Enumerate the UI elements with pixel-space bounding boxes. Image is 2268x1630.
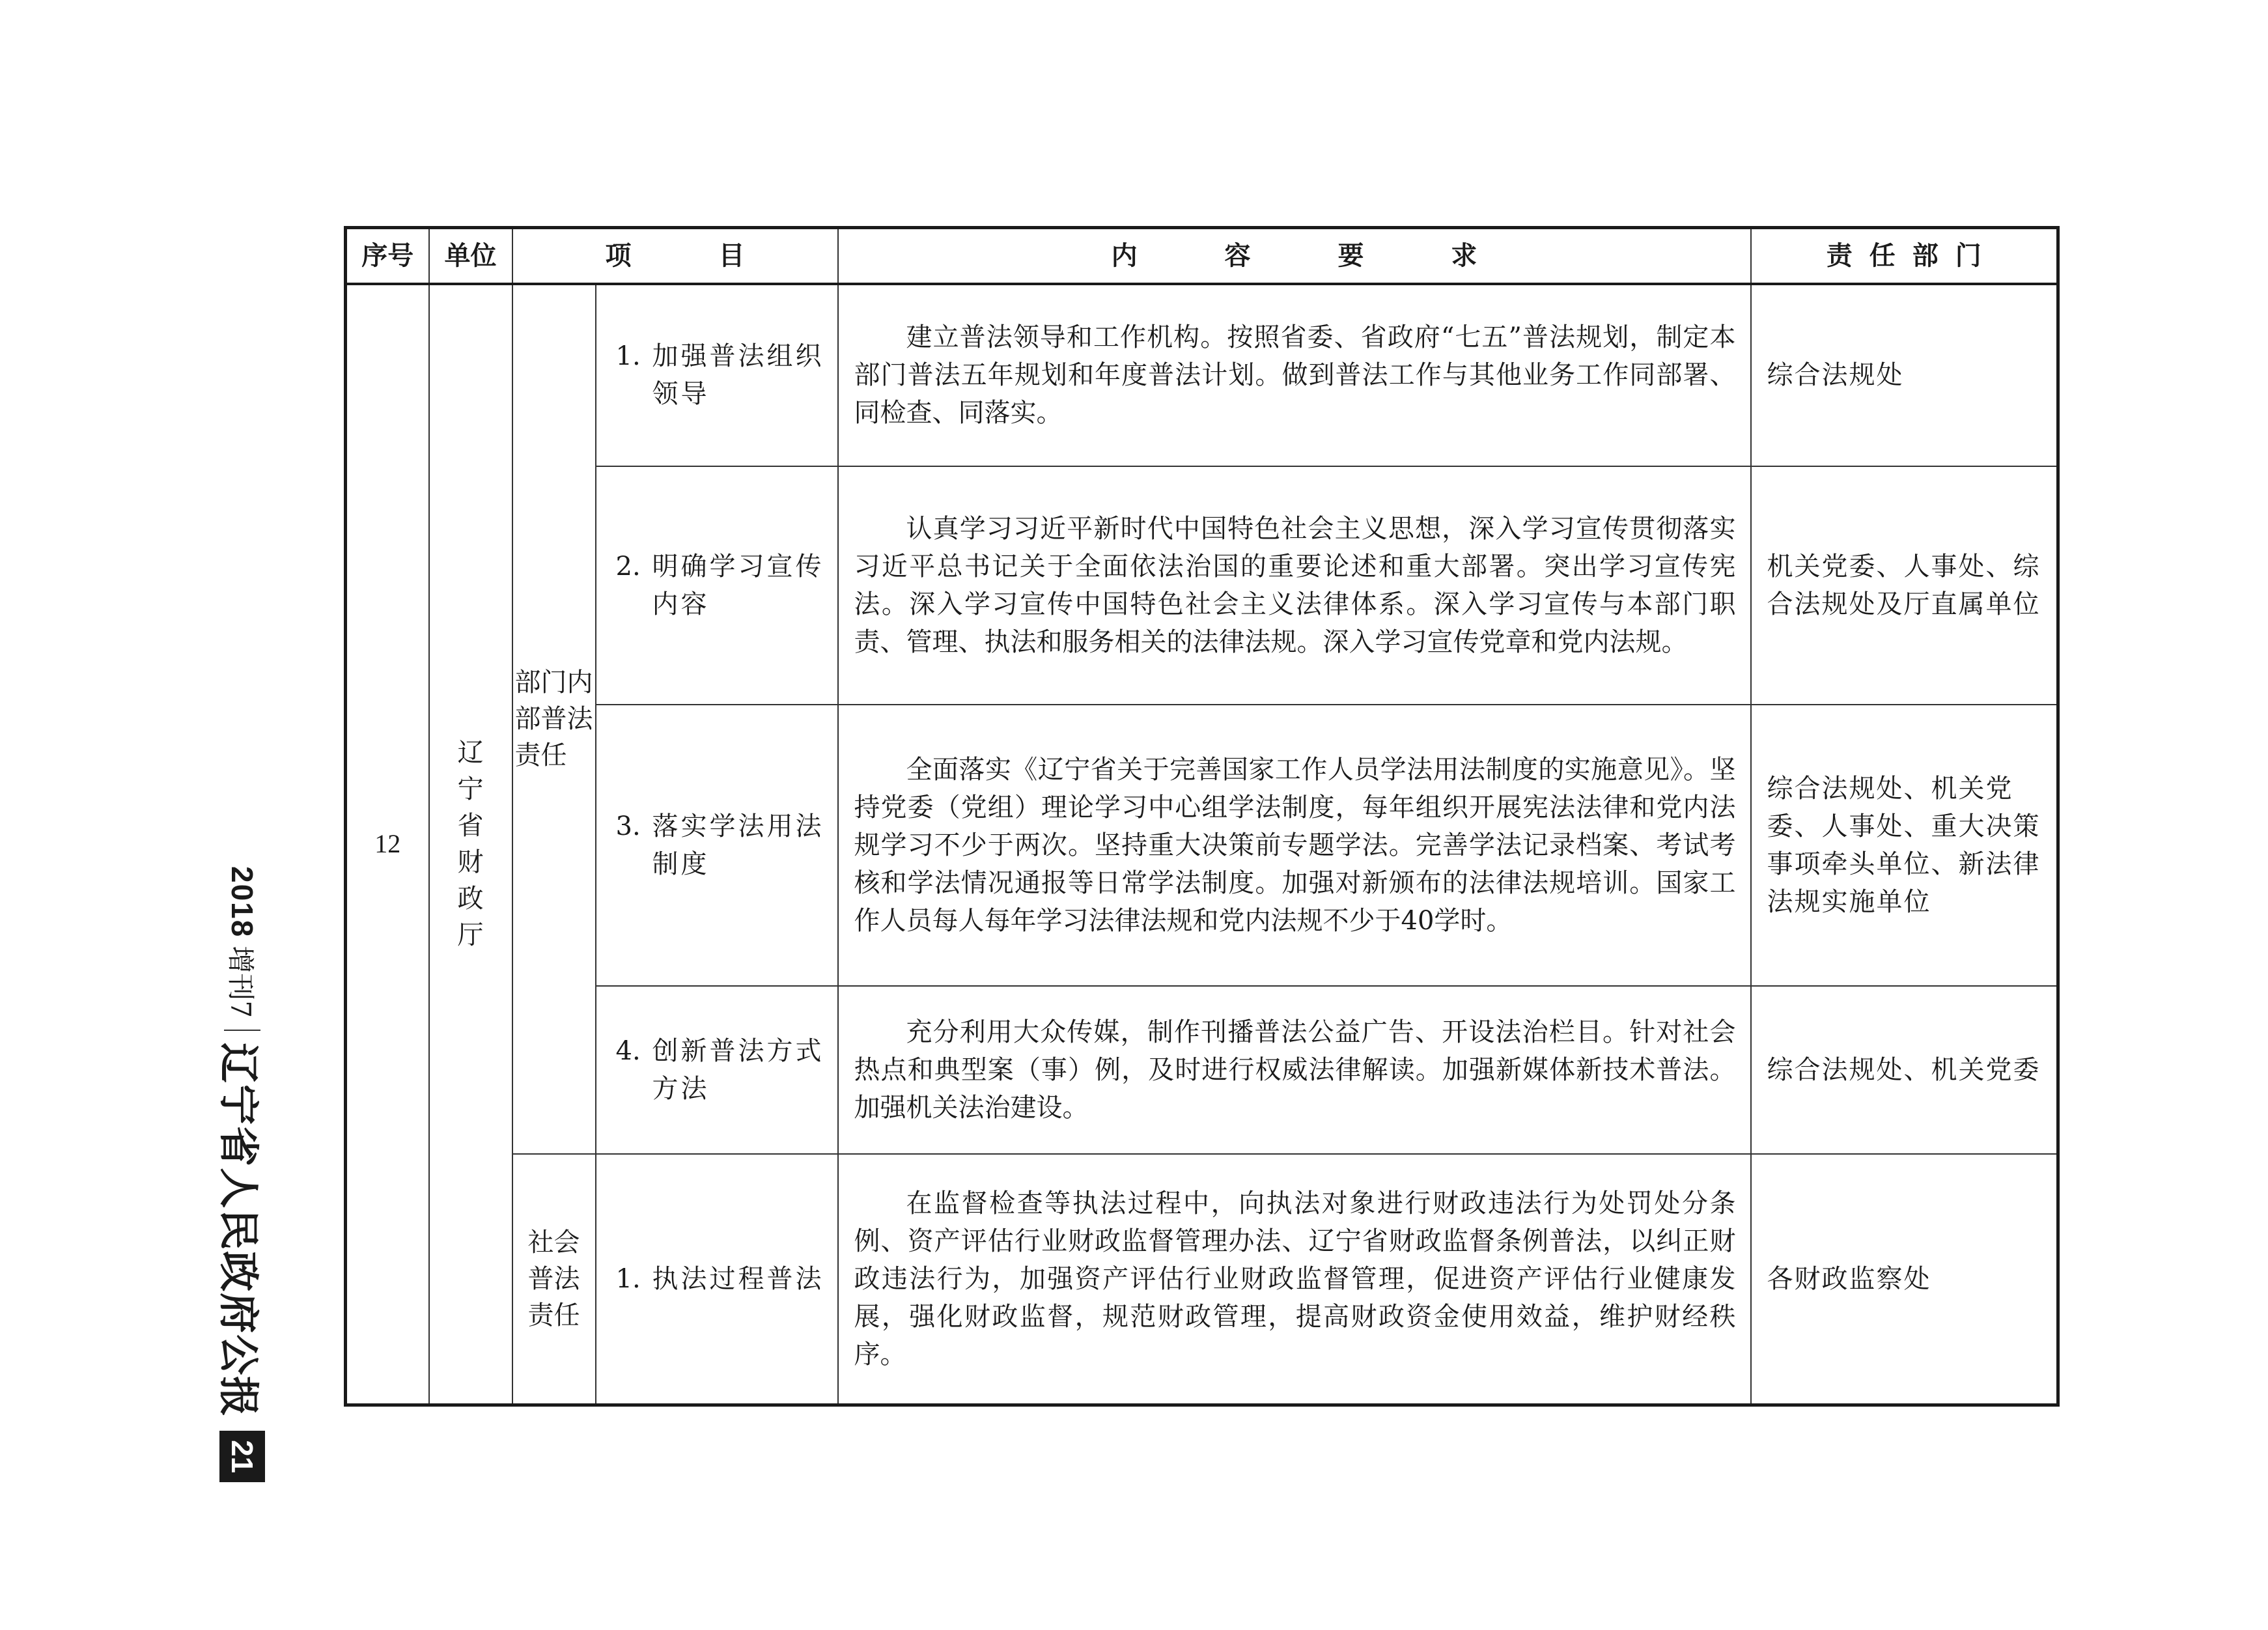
unit-name-vertical xyxy=(430,735,512,953)
group-label-internal xyxy=(512,284,596,1154)
header-row xyxy=(346,228,2058,284)
content-cell xyxy=(838,705,1751,986)
dept-cell: 机关党委、人事处、综合法规处及厅直属单位 xyxy=(1751,466,2058,705)
content-cell xyxy=(838,986,1751,1154)
item-title: 加强普法组织领导 xyxy=(652,341,824,409)
dept-cell: 综合法规处、机关党委 xyxy=(1751,986,2058,1154)
header-seq: 序号 xyxy=(346,228,429,284)
content-text: 建立普法领导和工作机构。按照省委、省政府“七五”普法规划，制定本部门普法五年规划和年度普法计划。做到普法工作与其他业务工作同部署、同检查、同落实。 xyxy=(854,322,1736,428)
policy-table xyxy=(344,226,2060,1407)
item-number: 1. xyxy=(615,1263,641,1294)
unit-name xyxy=(429,284,512,1405)
table-row xyxy=(346,986,2058,1154)
table-row xyxy=(346,1154,2058,1405)
item-cell xyxy=(596,284,838,466)
page-number: 21 xyxy=(219,1431,265,1482)
item-title: 创新普法方式方法 xyxy=(652,1035,824,1104)
unit-name-char: 辽 xyxy=(457,738,484,768)
content-cell xyxy=(838,1154,1751,1405)
item-cell xyxy=(596,466,838,705)
table-row xyxy=(346,466,2058,705)
header-item: 项 目 xyxy=(512,228,838,284)
unit-name-char: 省 xyxy=(457,811,484,841)
item-title: 明确学习宣传内容 xyxy=(652,551,824,619)
running-header-rotated xyxy=(216,866,268,1482)
header-unit: 单位 xyxy=(429,228,512,284)
item-cell xyxy=(596,986,838,1154)
item-cell xyxy=(596,1154,838,1405)
item-title: 落实学法用法制度 xyxy=(652,811,824,879)
dept-cell: 综合法规处 xyxy=(1751,284,2058,466)
unit-name-char: 政 xyxy=(457,884,484,914)
item-number: 3. xyxy=(615,811,641,841)
unit-name-char: 财 xyxy=(457,847,484,878)
item-title: 执法过程普法 xyxy=(652,1263,824,1294)
content-cell xyxy=(838,466,1751,705)
content-text: 充分利用大众传媒，制作刊播普法公益广告、开设法治栏目。针对社会热点和典型案（事）例，及时进行权威法律解读。加强新媒体新技术普法。加强机关法治建设。 xyxy=(854,1017,1736,1123)
running-header xyxy=(216,866,268,1474)
dept-cell: 综合法规处、机关党委、人事处、重大决策事项牵头单位、新法律法规实施单位 xyxy=(1751,705,2058,986)
group-label-internal-text: 部门内部普法责任 xyxy=(514,667,593,770)
content-cell xyxy=(838,284,1751,466)
issue-number: 增刊7 xyxy=(225,946,257,1019)
item-cell xyxy=(596,705,838,986)
content-text: 在监督检查等执法过程中，向执法对象进行财政违法行为处罚处分条例、资产评估行业财政监督管理办法、辽宁省财政监督条例普法，以纠正财政违法行为，加强资产评估行业财政监督管理，促进资产评估行业健康发展，强化财政监督，规范财政管理，提高财政资金使用效益，维护财经秩序。 xyxy=(854,1188,1736,1370)
group-label-social-text: 社会普法责任 xyxy=(527,1227,580,1330)
unit-name-char: 厅 xyxy=(457,920,484,951)
group-label-social xyxy=(512,1154,596,1405)
seq-number: 12 xyxy=(346,284,429,1405)
table-row xyxy=(346,284,2058,466)
item-number: 2. xyxy=(615,551,641,582)
header-content: 内 容 要 求 xyxy=(838,228,1751,284)
content-text: 全面落实《辽宁省关于完善国家工作人员学法用法制度的实施意见》。坚持党委（党组）理论学习中心组学法制度，每年组织开展宪法法律和党内法规学习不少于两次。坚持重大决策前专题学法。完善学法记录档案、考试考核和学法情况通报等日常学法制度。加强对新颁布的法律法规培训。国家工作人员每人每年学习法律法规和党内法规不少于40学时。 xyxy=(854,754,1736,936)
dept-cell: 各财政监察处 xyxy=(1751,1154,2058,1405)
unit-name-char: 宁 xyxy=(457,774,484,805)
issue-year: 2018 xyxy=(225,866,259,938)
item-number: 4. xyxy=(615,1035,641,1066)
journal-title: 辽宁省人民政府公报 xyxy=(216,1043,260,1418)
header-divider xyxy=(224,1030,260,1031)
header-dept: 责任部门 xyxy=(1751,228,2058,284)
item-number: 1. xyxy=(615,341,641,371)
table-row xyxy=(346,705,2058,986)
content-text: 认真学习习近平新时代中国特色社会主义思想，深入学习宣传贯彻落实习近平总书记关于全面依法治国的重要论述和重大部署。突出学习宣传宪法。深入学习宣传中国特色社会主义法律体系。深入学习宣传与本部门职责、管理、执法和服务相关的法律法规。深入学习宣传党章和党内法规。 xyxy=(854,513,1736,657)
